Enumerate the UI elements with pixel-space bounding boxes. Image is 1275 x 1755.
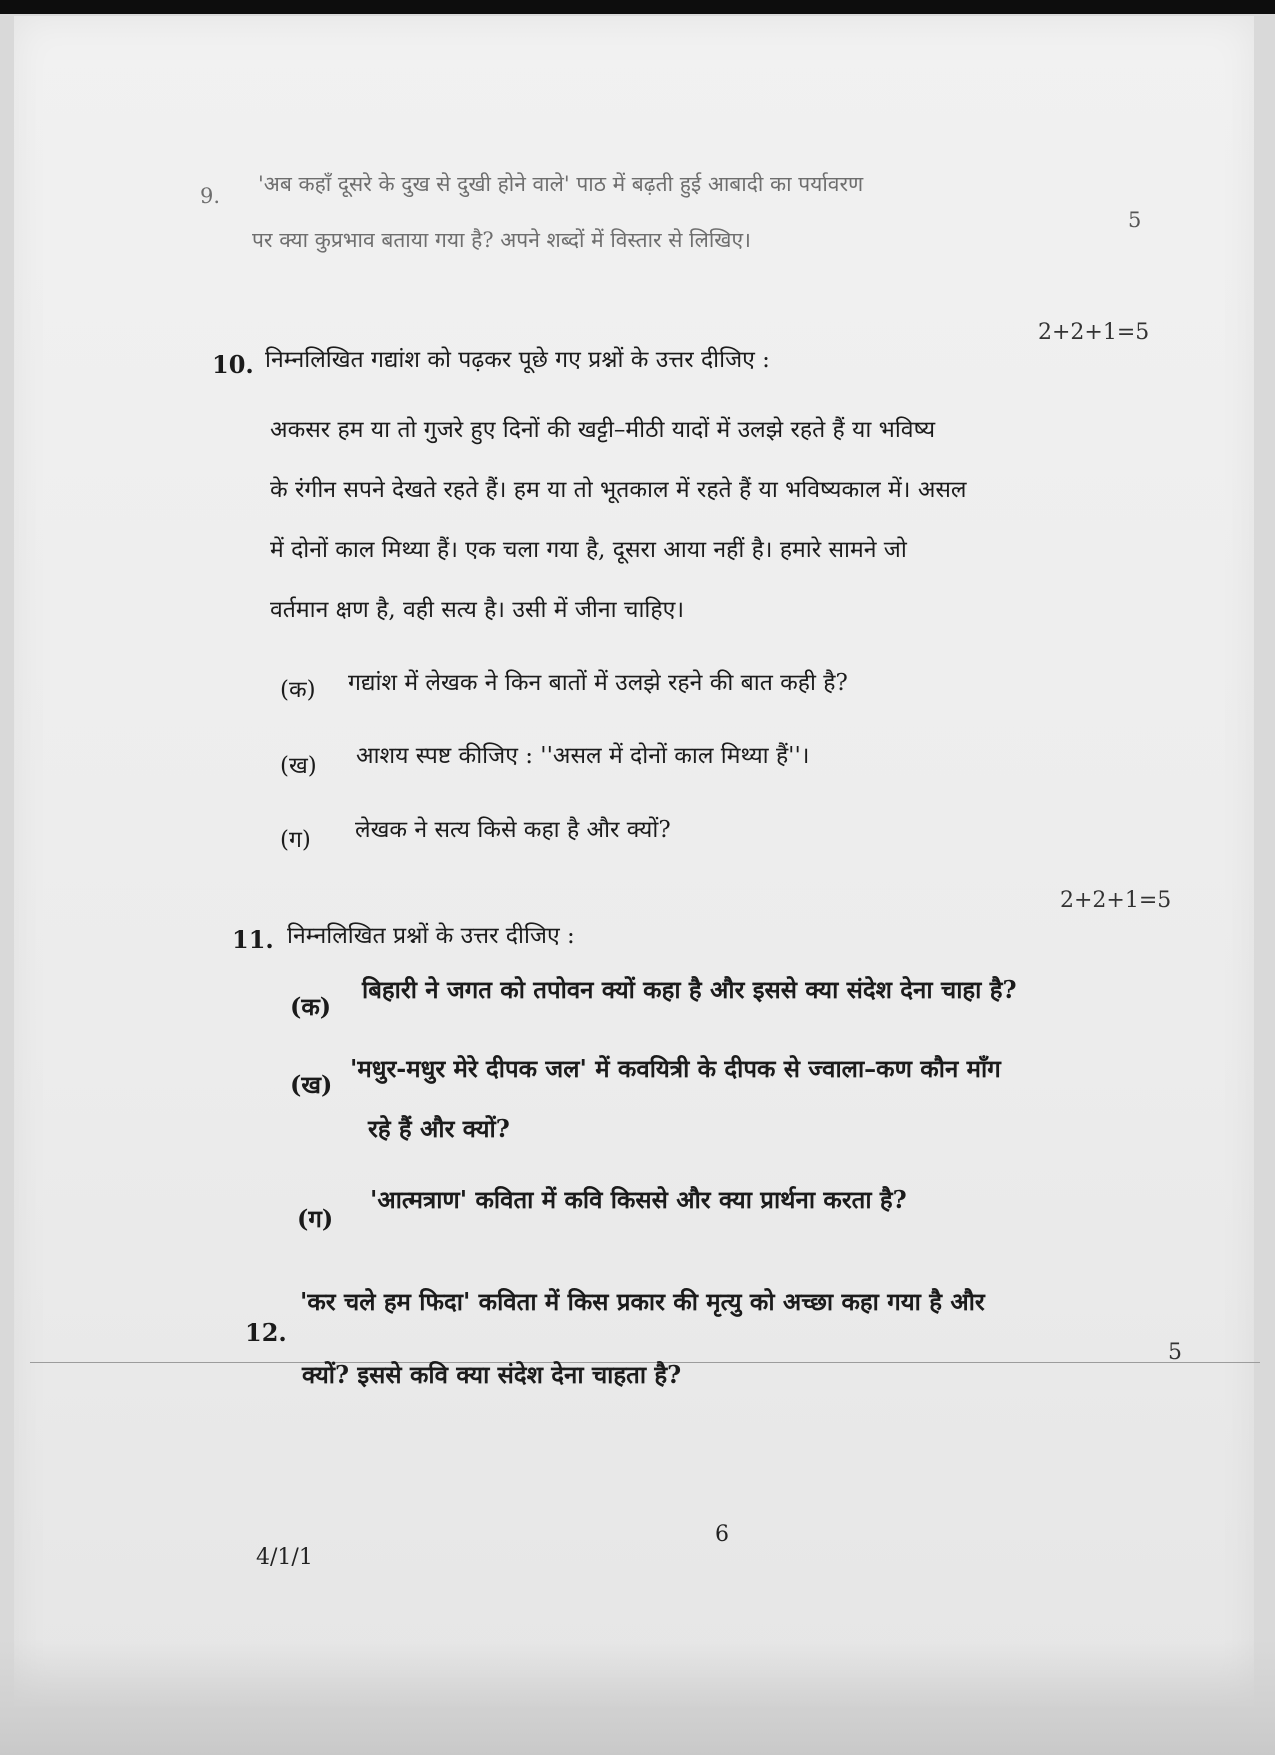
q10-passage-line-1: अकसर हम या तो गुजरे हुए दिनों की खट्टी–मीठी यादों में उलझे रहते हैं या भविष्य <box>270 417 936 443</box>
q10-sub-ga-text: लेखक ने सत्य किसे कहा है और क्यों? <box>355 817 671 843</box>
q10-sub-ka-text: गद्यांश में लेखक ने किन बातों में उलझे रहने की बात कही है? <box>348 670 848 696</box>
q11-sub-ka-label: (क) <box>290 992 332 1021</box>
q10-marks: 2+2+1=5 <box>1038 320 1150 345</box>
q11-sub-ga-text: 'आत्मत्राण' कविता में कवि किससे और क्या प्रार्थना करता है? <box>370 1185 907 1214</box>
q11-sub-kha-text-cont: रहे हैं और क्यों? <box>368 1114 510 1143</box>
q11-sub-kha-text: 'मधुर-मधुर मेरे दीपक जल' में कवयित्री के दीपक से ज्वाला–कण कौन माँग <box>350 1054 1001 1083</box>
q9-line-1: 'अब कहाँ दूसरे के दुख से दुखी होने वाले' पाठ में बढ़ती हुई आबादी का पर्यावरण <box>258 172 864 196</box>
q10-sub-kha-text: आशय स्पष्ट कीजिए : ''असल में दोनों काल मिथ्या हैं''। <box>356 743 810 769</box>
q10-sub-ka-label: (क) <box>280 677 316 703</box>
q11-sub-ga-label: (ग) <box>297 1204 334 1233</box>
q12-line-2: क्यों? इससे कवि क्या संदेश देना चाहता है? <box>302 1360 682 1389</box>
q10-sub-ga-label: (ग) <box>280 827 311 853</box>
q11-sub-kha-label: (ख) <box>290 1070 333 1099</box>
scan-bottom-shade <box>0 1640 1275 1755</box>
q10-sub-kha-label: (ख) <box>280 753 317 779</box>
q10-passage-line-4: वर्तमान क्षण है, वही सत्य है। उसी में जीना चाहिए। <box>270 597 685 623</box>
exam-page <box>14 16 1254 1706</box>
q9-marks: 5 <box>1128 208 1142 232</box>
q11-sub-ka-text: बिहारी ने जगत को तपोवन क्यों कहा है और इससे क्या संदेश देना चाहा है? <box>362 975 1017 1004</box>
scanner-top-edge <box>0 0 1275 14</box>
q11-marks: 2+2+1=5 <box>1060 888 1172 913</box>
q10-passage-line-3: में दोनों काल मिथ्या हैं। एक चला गया है, दूसरा आया नहीं है। हमारे सामने जो <box>270 537 907 563</box>
q9-line-2: पर क्या कुप्रभाव बताया गया है? अपने शब्दों में विस्तार से लिखिए। <box>252 228 752 252</box>
q10-passage-line-2: के रंगीन सपने देखते रहते हैं। हम या तो भूतकाल में रहते हैं या भविष्यकाल में। असल <box>270 477 967 503</box>
q12-marks: 5 <box>1168 1340 1182 1365</box>
q11-number: 11. <box>232 925 274 954</box>
q12-number: 12. <box>245 1318 287 1347</box>
q10-instruction: निम्नलिखित गद्यांश को पढ़कर पूछे गए प्रश्नों के उत्तर दीजिए : <box>265 347 770 373</box>
q11-instruction: निम्नलिखित प्रश्नों के उत्तर दीजिए : <box>287 923 575 949</box>
paper-code: 4/1/1 <box>256 1545 313 1570</box>
q9-number: 9. <box>200 184 221 208</box>
q12-line-1: 'कर चले हम फिदा' कविता में किस प्रकार की मृत्यु को अच्छा कहा गया है और <box>300 1287 985 1316</box>
page-number: 6 <box>715 1522 729 1547</box>
q10-number: 10. <box>212 350 254 379</box>
